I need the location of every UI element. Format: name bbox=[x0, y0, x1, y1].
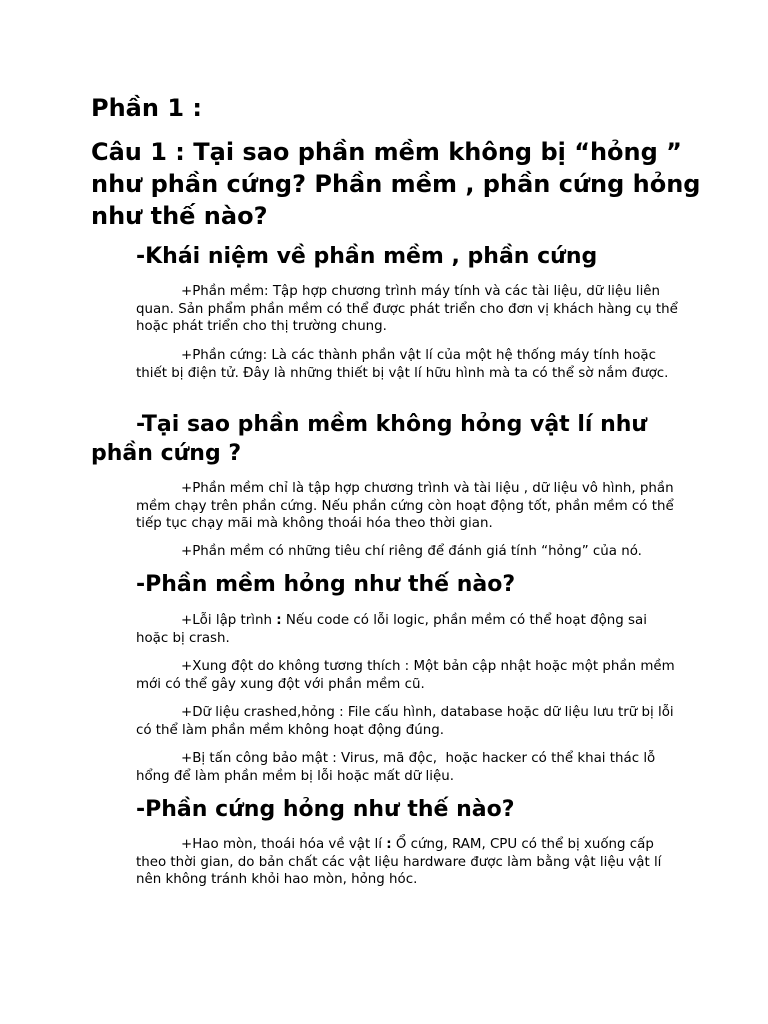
paragraph-hardware-definition: +Phần cứng: Là các thành phần vật lí của một hệ thống máy tính hoặc thiết bị điện tử. Đây là những thiết bị vật lí hữu hình mà ta có thể sờ nắm được. bbox=[136, 348, 669, 381]
paragraph-security-attack: +Bị tấn công bảo mật : Virus, mã độc, hoặc hacker có thể khai thác lỗ hổng để làm phần mềm bị lỗi hoặc mất dữ liệu. bbox=[136, 751, 660, 784]
section-heading-software-failure: -Phần mềm hỏng như thế nào? bbox=[136, 572, 516, 597]
section-heading-hardware-failure: -Phần cứng hỏng như thế nào? bbox=[136, 797, 515, 822]
paragraph-software-definition: +Phần mềm: Tập hợp chương trình máy tính và các tài liệu, dữ liệu liên quan. Sản phẩm phần mềm có thể được phát triển cho đơn vị khách hàng cụ thể hoặc phát triển cho thị trường chung. bbox=[136, 284, 683, 334]
section-heading-why-no-wear: -Tại sao phần mềm không hỏng vật lí như phần cứng ? bbox=[91, 412, 648, 466]
paragraph-software-intangible: +Phần mềm chỉ là tập hợp chương trình và tài liệu , dữ liệu vô hình, phần mềm chạy trên phần cứng. Nếu phần cứng còn hoạt động tốt, phần mềm có thể tiếp tục chạy mãi mà không thoái hóa theo thời gian. bbox=[136, 481, 678, 531]
paragraph-programming-error: +Lỗi lập trình : Nếu code có lỗi logic, phần mềm có thể hoạt động sai hoặc bị crash. bbox=[136, 613, 652, 646]
question-title: Câu 1 : Tại sao phần mềm không bị “hỏng ” như phần cứng? Phần mềm , phần cứng hỏng như thế nào? bbox=[91, 138, 701, 230]
paragraph-incompatibility: +Xung đột do không tương thích : Một bản cập nhật hoặc một phần mềm mới có thể gây xung đột với phần mềm cũ. bbox=[136, 659, 679, 692]
paragraph-corrupted-data: +Dữ liệu crashed,hỏng : File cấu hình, database hoặc dữ liệu lưu trữ bị lỗi có thể làm phần mềm không hoạt động đúng. bbox=[136, 705, 678, 738]
paragraph-physical-wear: +Hao mòn, thoái hóa về vật lí : Ổ cứng, RAM, CPU có thể bị xuống cấp theo thời gian, do bản chất các vật liệu hardware được làm bằng vật liệu vật lí nên không tránh khỏi hao mòn, hỏng hóc. bbox=[136, 837, 666, 887]
part-heading: Phần 1 : bbox=[91, 94, 202, 122]
paragraph-software-criteria: +Phần mềm có những tiêu chí riêng để đánh giá tính “hỏng” của nó. bbox=[181, 544, 642, 559]
section-heading-concepts: -Khái niệm về phần mềm , phần cứng bbox=[136, 244, 598, 269]
